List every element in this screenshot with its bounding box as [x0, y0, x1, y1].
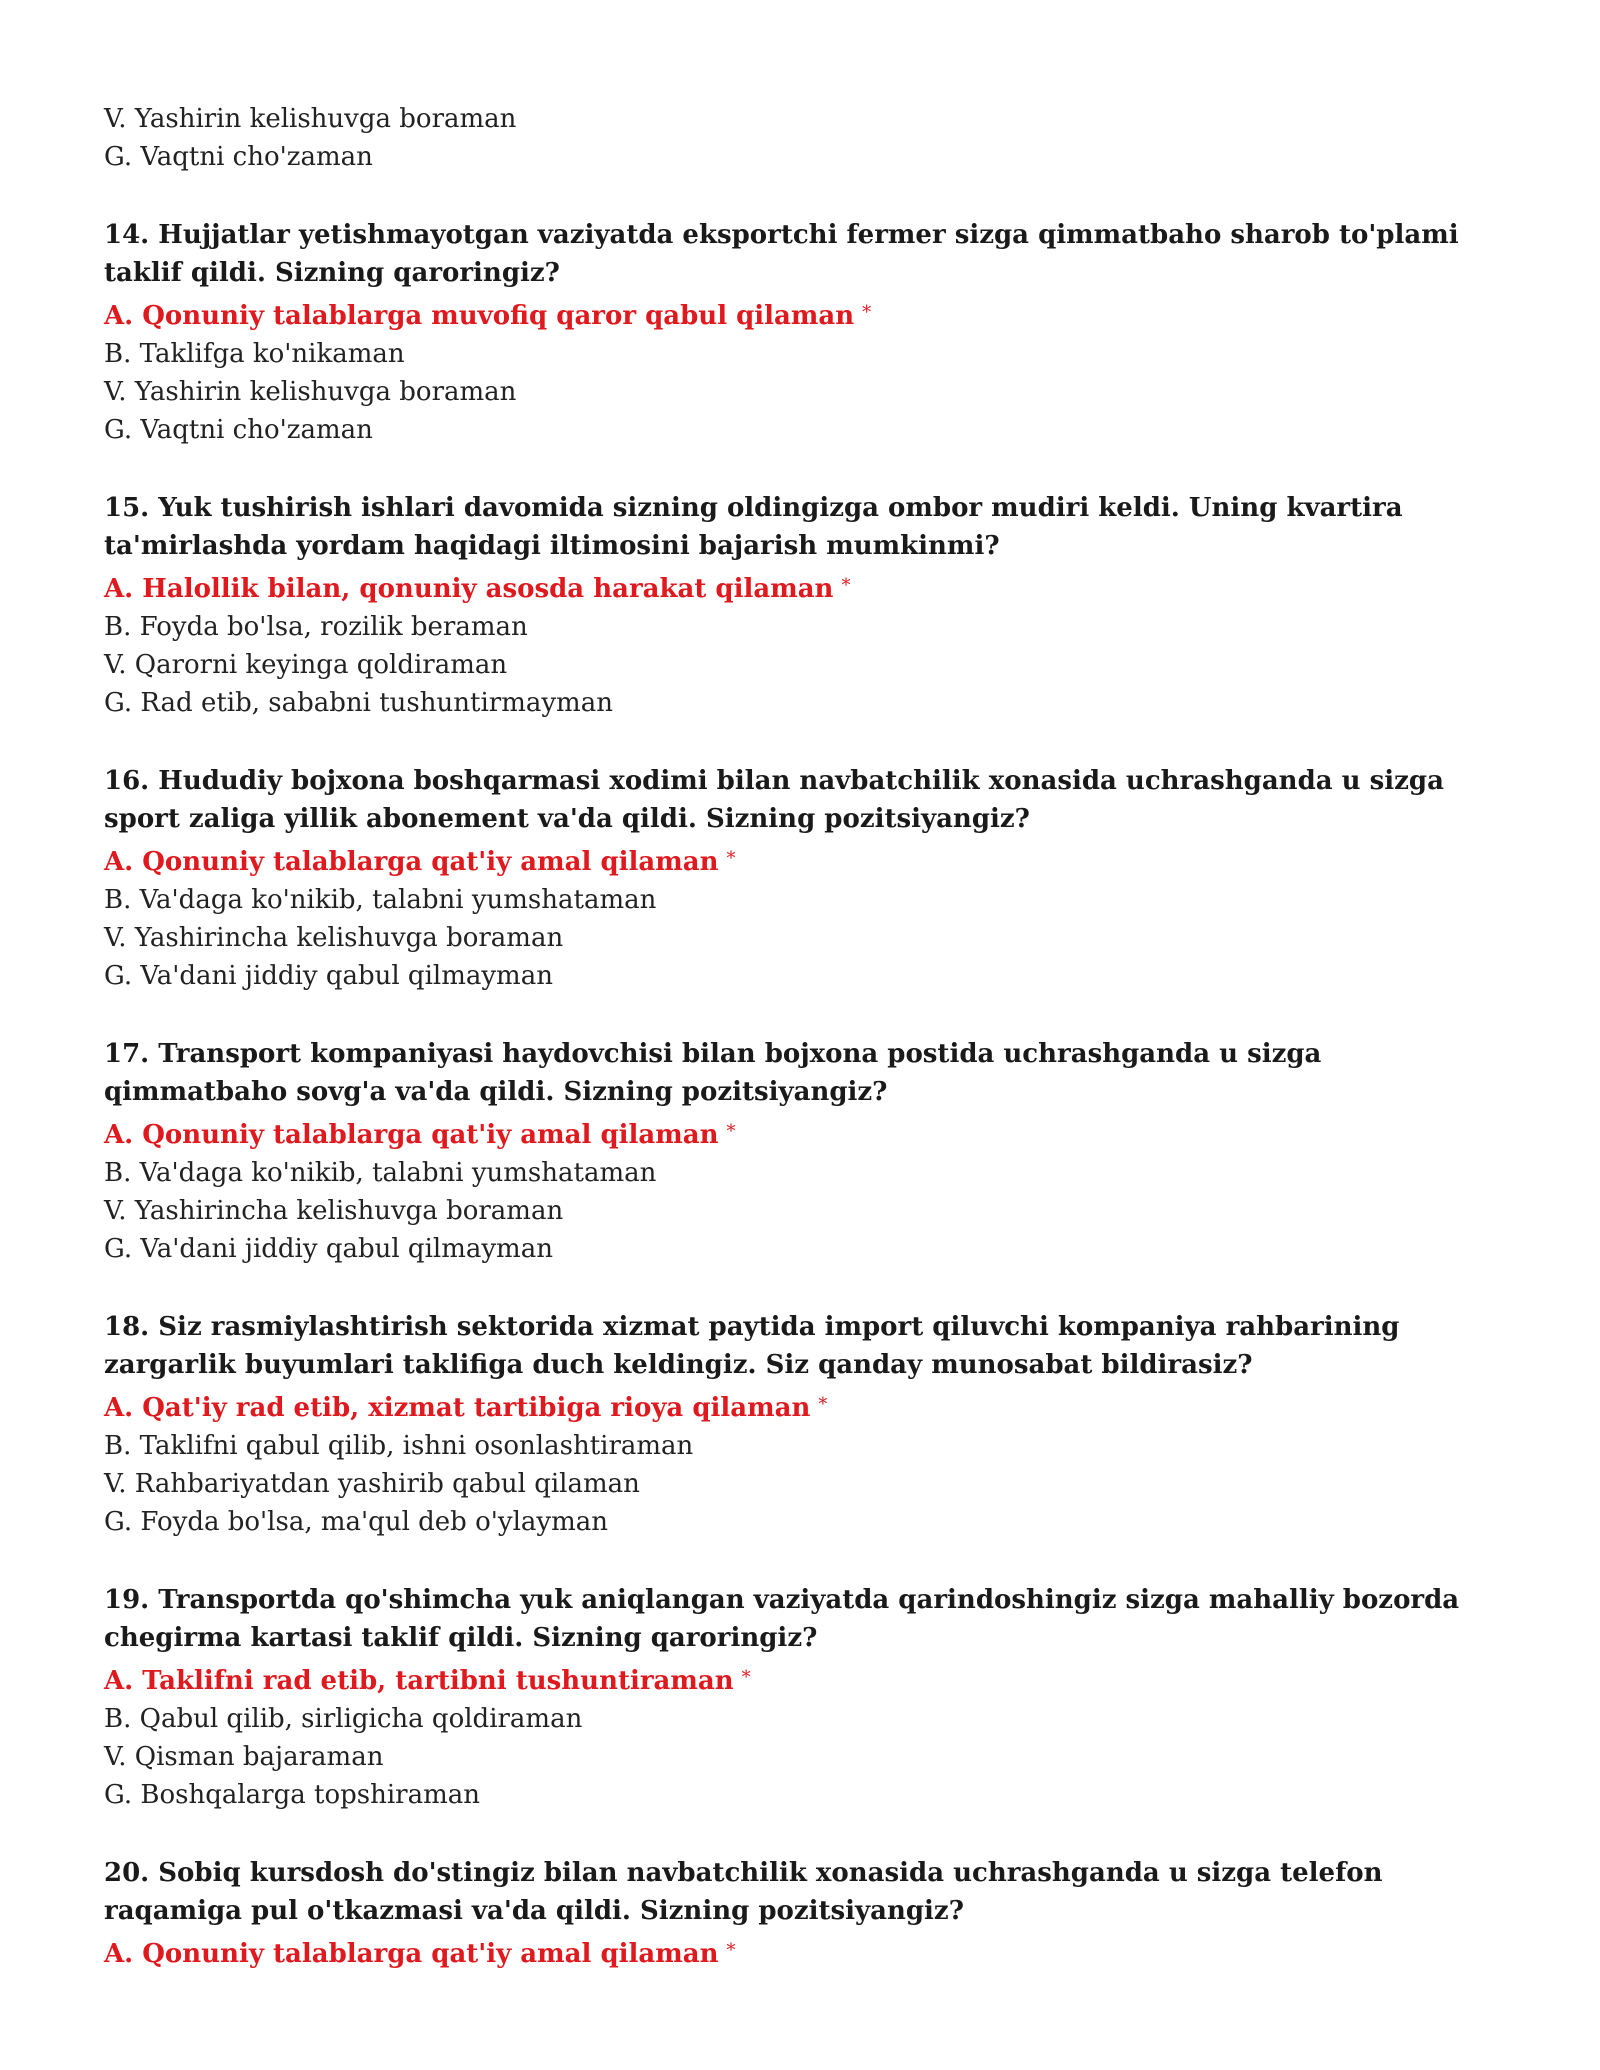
answer-option: B. Qabul qilib, sirligicha qoldiraman	[104, 1704, 583, 1734]
answer-option: V. Qisman bajaraman	[104, 1742, 384, 1772]
answer-option: V. Yashirincha kelishuvga boraman	[104, 923, 564, 953]
answer-option: G. Va'dani jiddiy qabul qilmayman	[104, 961, 553, 991]
question-text: 14. Hujjatlar yetishmayotgan vaziyatda eksportchi fermer sizga qimmatbaho sharob to'plami taklif qildi. Sizning qaroringiz?	[104, 220, 1459, 288]
carryover-answers	[104, 100, 1480, 176]
correct-marker: *	[818, 1394, 828, 1415]
question-16	[104, 762, 1480, 995]
answer-option: B. Va'daga ko'nikib, talabni yumshataman	[104, 1158, 657, 1188]
answer-option: G. Foyda bo'lsa, ma'qul deb o'ylayman	[104, 1507, 608, 1537]
question-text: 18. Siz rasmiylashtirish sektorida xizmat paytida import qiluvchi kompaniya rahbarining zargarlik buyumlari taklifiga duch keldingiz. Siz qanday munosabat bildirasiz?	[104, 1312, 1400, 1380]
answer-option: V. Qarorni keyinga qoldiraman	[104, 650, 508, 680]
question-18	[104, 1308, 1480, 1541]
correct-answer	[104, 1111, 1480, 1154]
question-20	[104, 1854, 1480, 1973]
correct-marker: *	[726, 848, 736, 869]
answer-label: A. Qonuniy talablarga qat'iy amal qilaman	[104, 847, 719, 877]
answer-option: V. Yashirin kelishuvga boraman	[104, 377, 517, 407]
question-text: 15. Yuk tushirish ishlari davomida sizning oldingizga ombor mudiri keldi. Uning kvartira ta'mirlashda yordam haqidagi iltimosini bajarish mumkinmi?	[104, 493, 1403, 561]
answer-option: B. Foyda bo'lsa, rozilik beraman	[104, 612, 528, 642]
answer-option: G. Vaqtni cho'zaman	[104, 142, 373, 172]
question-19	[104, 1581, 1480, 1814]
answer-label: A. Qonuniy talablarga muvofiq qaror qabul qilaman	[104, 301, 855, 331]
answer-option: B. Taklifni qabul qilib, ishni osonlashtiraman	[104, 1431, 694, 1461]
answer-option: V. Rahbariyatdan yashirib qabul qilaman	[104, 1469, 640, 1499]
correct-answer	[104, 292, 1480, 335]
question-14	[104, 216, 1480, 449]
answer-label: A. Halollik bilan, qonuniy asosda harakat qilaman	[104, 574, 834, 604]
correct-answer	[104, 565, 1480, 608]
correct-marker: *	[841, 575, 851, 596]
answer-option: G. Vaqtni cho'zaman	[104, 415, 373, 445]
answer-label: A. Qonuniy talablarga qat'iy amal qilaman	[104, 1939, 719, 1969]
answer-label: A. Qonuniy talablarga qat'iy amal qilaman	[104, 1120, 719, 1150]
answer-option: V. Yashirin kelishuvga boraman	[104, 104, 517, 134]
answer-label: A. Qat'iy rad etib, xizmat tartibiga rioya qilaman	[104, 1393, 811, 1423]
question-17	[104, 1035, 1480, 1268]
answer-option: G. Boshqalarga topshiraman	[104, 1780, 480, 1810]
question-text: 20. Sobiq kursdosh do'stingiz bilan navbatchilik xonasida uchrashganda u sizga telefon raqamiga pul o'tkazmasi va'da qildi. Sizning pozitsiyangiz?	[104, 1858, 1383, 1926]
answer-option: V. Yashirincha kelishuvga boraman	[104, 1196, 564, 1226]
question-text: 17. Transport kompaniyasi haydovchisi bilan bojxona postida uchrashganda u sizga qimmatbaho sovg'a va'da qildi. Sizning pozitsiyangiz?	[104, 1039, 1322, 1107]
correct-marker: *	[741, 1667, 751, 1688]
correct-answer	[104, 1930, 1480, 1973]
correct-marker: *	[726, 1121, 736, 1142]
answer-label: A. Taklifni rad etib, tartibni tushuntiraman	[104, 1666, 734, 1696]
question-text: 16. Hududiy bojxona boshqarmasi xodimi bilan navbatchilik xonasida uchrashganda u sizga sport zaliga yillik abonement va'da qildi. Sizning pozitsiyangiz?	[104, 766, 1444, 834]
correct-marker: *	[862, 302, 872, 323]
correct-answer	[104, 838, 1480, 881]
correct-answer	[104, 1384, 1480, 1427]
question-15	[104, 489, 1480, 722]
correct-answer	[104, 1657, 1480, 1700]
answer-option: B. Taklifga ko'nikaman	[104, 339, 405, 369]
answer-option: G. Va'dani jiddiy qabul qilmayman	[104, 1234, 553, 1264]
answer-option: B. Va'daga ko'nikib, talabni yumshataman	[104, 885, 657, 915]
question-text: 19. Transportda qo'shimcha yuk aniqlangan vaziyatda qarindoshingiz sizga mahalliy bozorda chegirma kartasi taklif qildi. Sizning qaroringiz?	[104, 1585, 1460, 1653]
correct-marker: *	[726, 1940, 736, 1961]
answer-option: G. Rad etib, sababni tushuntirmayman	[104, 688, 613, 718]
